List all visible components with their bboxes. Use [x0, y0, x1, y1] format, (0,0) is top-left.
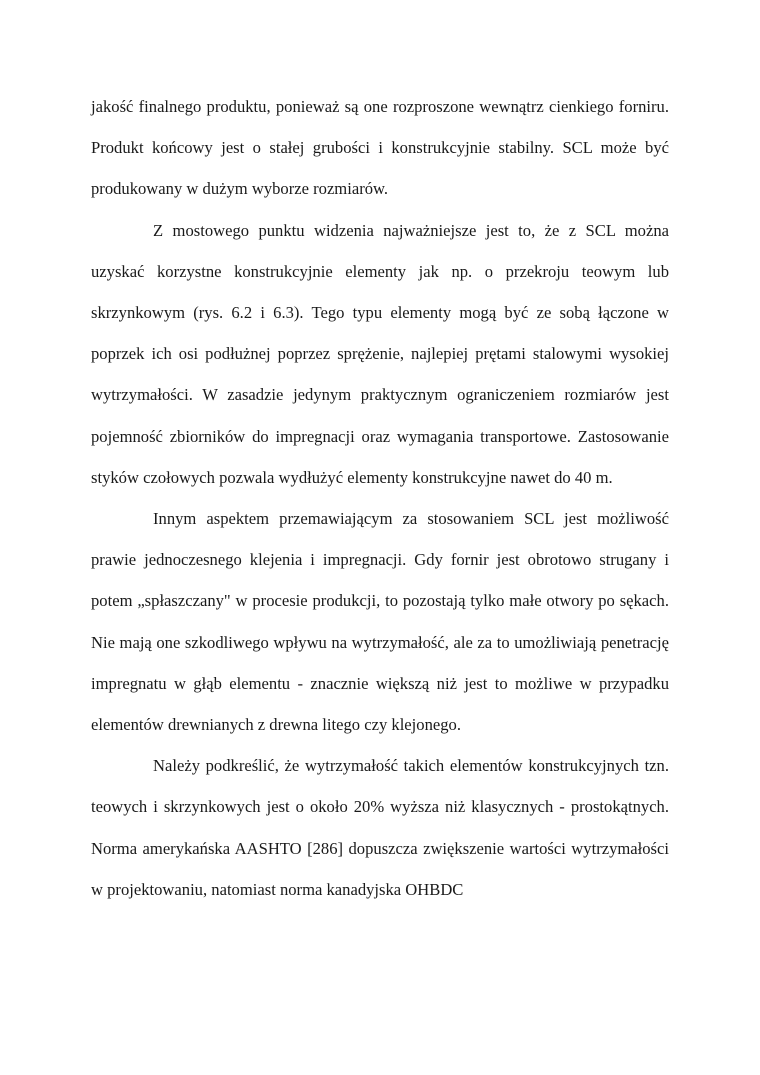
body-text: [91, 86, 669, 910]
paragraph-impregnation: Innym aspektem przemawiającym za stosowaniem SCL jest możliwość prawie jednoczesnego klejenia i impregnacji. Gdy fornir jest obrotowo strugany i potem „spłaszczany" w procesie produkcji, to pozostają tylko małe otwory po sękach. Nie mają one szkodliwego wpływu na wytrzymałość, ale za to umożliwiają penetrację impregnatu w głąb elementu - znacznie większą niż jest to możliwe w przypadku elementów drewnianych z drewna litego czy klejonego.: [91, 509, 669, 735]
paragraph-strength: Należy podkreślić, że wytrzymałość takich elementów konstrukcyjnych tzn. teowych i skrzynkowych jest o około 20% wyższa niż klasycznych - prostokątnych. Norma amerykańska AASHTO [286] dopuszcza zwiększenie wartości wytrzymałości w projektowaniu, natomiast norma kanadyjska OHBDC: [91, 756, 669, 899]
paragraph-bridge-perspective: Z mostowego punktu widzenia najważniejsze jest to, że z SCL można uzyskać korzystne konstrukcyjnie elementy jak np. o przekroju teowym lub skrzynkowym (rys. 6.2 i 6.3). Tego typu elementy mogą być ze sobą łączone w poprzek ich osi podłużnej poprzez sprężenie, najlepiej prętami stalowymi wysokiej wytrzymałości. W zasadzie jedynym praktycznym ograniczeniem rozmiarów jest pojemność zbiorników do impregnacji oraz wymagania transportowe. Zastosowanie styków czołowych pozwala wydłużyć elementy konstrukcyjne nawet do 40 m.: [91, 220, 669, 487]
paragraph-continuation: jakość finalnego produktu, ponieważ są one rozproszone wewnątrz cienkiego forniru. Produkt końcowy jest o stałej grubości i konstrukcyjnie stabilny. SCL może być produkowany w dużym wyborze rozmiarów.: [91, 97, 669, 199]
